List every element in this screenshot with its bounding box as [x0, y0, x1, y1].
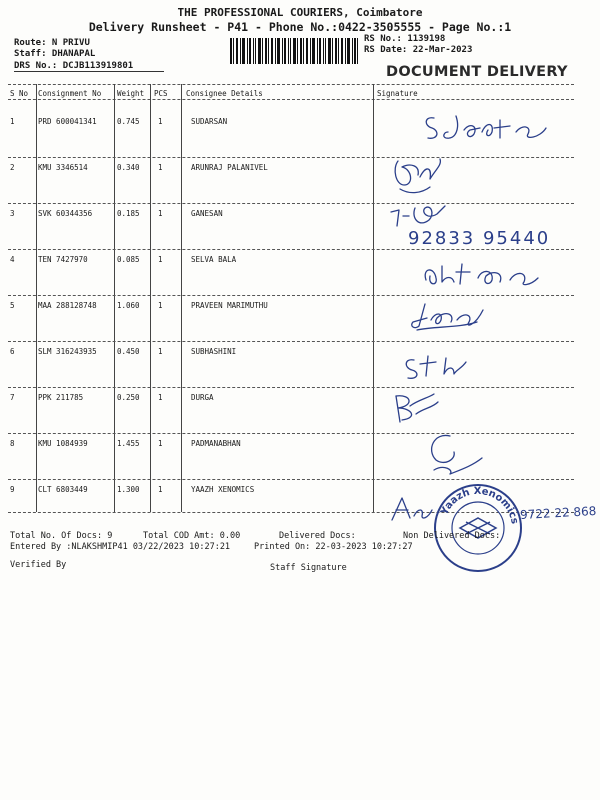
row-pcs: 1 — [158, 301, 163, 310]
row-weight: 1.300 — [117, 485, 140, 494]
row-sno: 4 — [10, 255, 15, 264]
row-sno: 3 — [10, 209, 15, 218]
row-consignment-no: CLT 6803449 — [38, 485, 88, 494]
row-pcs: 1 — [158, 439, 163, 448]
row-consignment-no: TEN 7427970 — [38, 255, 88, 264]
verified-by-label: Verified By — [10, 560, 67, 570]
row-pcs: 1 — [158, 163, 163, 172]
row-separator — [8, 203, 574, 204]
row-consignee: SUBHASHINI — [191, 347, 237, 356]
entered-by: Entered By :NLAKSHMIP41 03/22/2023 10:27:21 — [10, 542, 231, 552]
column-divider — [36, 84, 37, 512]
row-pcs: 1 — [158, 117, 163, 126]
row-consignment-no: MAA 288128748 — [38, 301, 97, 310]
handwritten-seal-number: 9722 22 868 — [519, 504, 597, 522]
company-title: THE PROFESSIONAL COURIERS, Coimbatore — [177, 6, 423, 19]
row-sno: 8 — [10, 439, 15, 448]
row-weight: 0.185 — [117, 209, 140, 218]
drs-number: DRS No.: DCJB113919801 — [14, 61, 134, 71]
row-pcs: 1 — [158, 209, 163, 218]
signature-row-4 — [420, 258, 550, 290]
column-divider — [150, 84, 151, 512]
drs-underline — [14, 71, 164, 72]
company-seal-stamp — [432, 482, 524, 574]
signature-row-8 — [420, 430, 490, 478]
signature-row-3 — [385, 198, 455, 232]
row-consignee: GANESAN — [191, 209, 223, 218]
printed-on: Printed On: 22-03-2023 10:27:27 — [254, 542, 413, 552]
row-pcs: 1 — [158, 393, 163, 402]
row-weight: 0.745 — [117, 117, 140, 126]
row-consignment-no: SVK 60344356 — [38, 209, 93, 218]
handwritten-phone-number: 92833 95440 — [408, 228, 551, 249]
row-weight: 0.085 — [117, 255, 140, 264]
row-sno: 6 — [10, 347, 15, 356]
row-consignment-no: KMU 1084939 — [38, 439, 88, 448]
row-pcs: 1 — [158, 255, 163, 264]
row-separator — [8, 341, 574, 342]
total-cod-amount: Total COD Amt: 0.00 — [143, 531, 241, 541]
row-separator — [8, 157, 574, 158]
row-sno: 9 — [10, 485, 15, 494]
signature-row-2 — [390, 155, 450, 203]
signature-row-6 — [402, 352, 482, 382]
row-weight: 0.450 — [117, 347, 140, 356]
row-sno: 2 — [10, 163, 15, 172]
staff-signature-label: Staff Signature — [270, 563, 347, 573]
total-docs: Total No. Of Docs: 9 — [10, 531, 113, 541]
table-top-rule — [8, 84, 574, 85]
rs-date: RS Date: 22-Mar-2023 — [364, 45, 473, 55]
row-consignee: ARUNRAJ PALANIVEL — [191, 163, 268, 172]
row-consignee: PADMANABHAN — [191, 439, 241, 448]
column-divider — [114, 84, 115, 512]
row-weight: 0.340 — [117, 163, 140, 172]
row-sno: 1 — [10, 117, 15, 126]
document-delivery-stamp: DOCUMENT DELIVERY — [386, 64, 568, 80]
row-weight: 1.060 — [117, 301, 140, 310]
row-weight: 1.455 — [117, 439, 140, 448]
row-separator — [8, 387, 574, 388]
delivered-docs: Delivered Docs: — [279, 531, 356, 541]
column-header-consignee: Consignee Details — [186, 89, 263, 98]
row-sno: 5 — [10, 301, 15, 310]
column-divider — [373, 84, 374, 512]
row-consignment-no: PRD 600041341 — [38, 117, 97, 126]
signature-row-5 — [405, 298, 495, 334]
runsheet-subtitle: Delivery Runsheet - P41 - Phone No.:0422-3505555 - Page No.:1 — [88, 20, 512, 34]
row-consignee: SELVA BALA — [191, 255, 237, 264]
signature-row-9 — [388, 492, 438, 526]
signature-row-1 — [420, 108, 560, 148]
barcode-image — [230, 38, 358, 64]
route-label: Route: N PRIVU — [14, 38, 90, 48]
seal-text: Yaazh Xenomics — [439, 485, 520, 525]
table-header-rule — [8, 99, 574, 100]
row-separator — [8, 249, 574, 250]
signature-row-7 — [388, 392, 448, 428]
row-sno: 7 — [10, 393, 15, 402]
row-consignment-no: SLM 316243935 — [38, 347, 97, 356]
column-header-weight: Weight — [117, 89, 145, 98]
row-separator — [8, 295, 574, 296]
column-header-pcs: PCS — [154, 89, 168, 98]
non-delivered-docs: Non Delivered Docs: — [403, 531, 501, 541]
row-weight: 0.250 — [117, 393, 140, 402]
row-consignee: DURGA — [191, 393, 214, 402]
column-header-consignment: Consignment No — [38, 89, 102, 98]
row-pcs: 1 — [158, 347, 163, 356]
row-separator — [8, 479, 574, 480]
row-pcs: 1 — [158, 485, 163, 494]
column-header-sno: S No — [10, 89, 29, 98]
staff-label: Staff: DHANAPAL — [14, 49, 96, 59]
row-consignee: SUDARSAN — [191, 117, 228, 126]
column-header-signature: Signature — [377, 89, 418, 98]
row-consignee: PRAVEEN MARIMUTHU — [191, 301, 268, 310]
row-consignment-no: KMU 3346514 — [38, 163, 88, 172]
column-divider — [181, 84, 182, 512]
rs-number: RS No.: 1139198 — [364, 34, 446, 44]
row-consignee: YAAZH XENOMICS — [191, 485, 255, 494]
row-consignment-no: PPK 211785 — [38, 393, 84, 402]
